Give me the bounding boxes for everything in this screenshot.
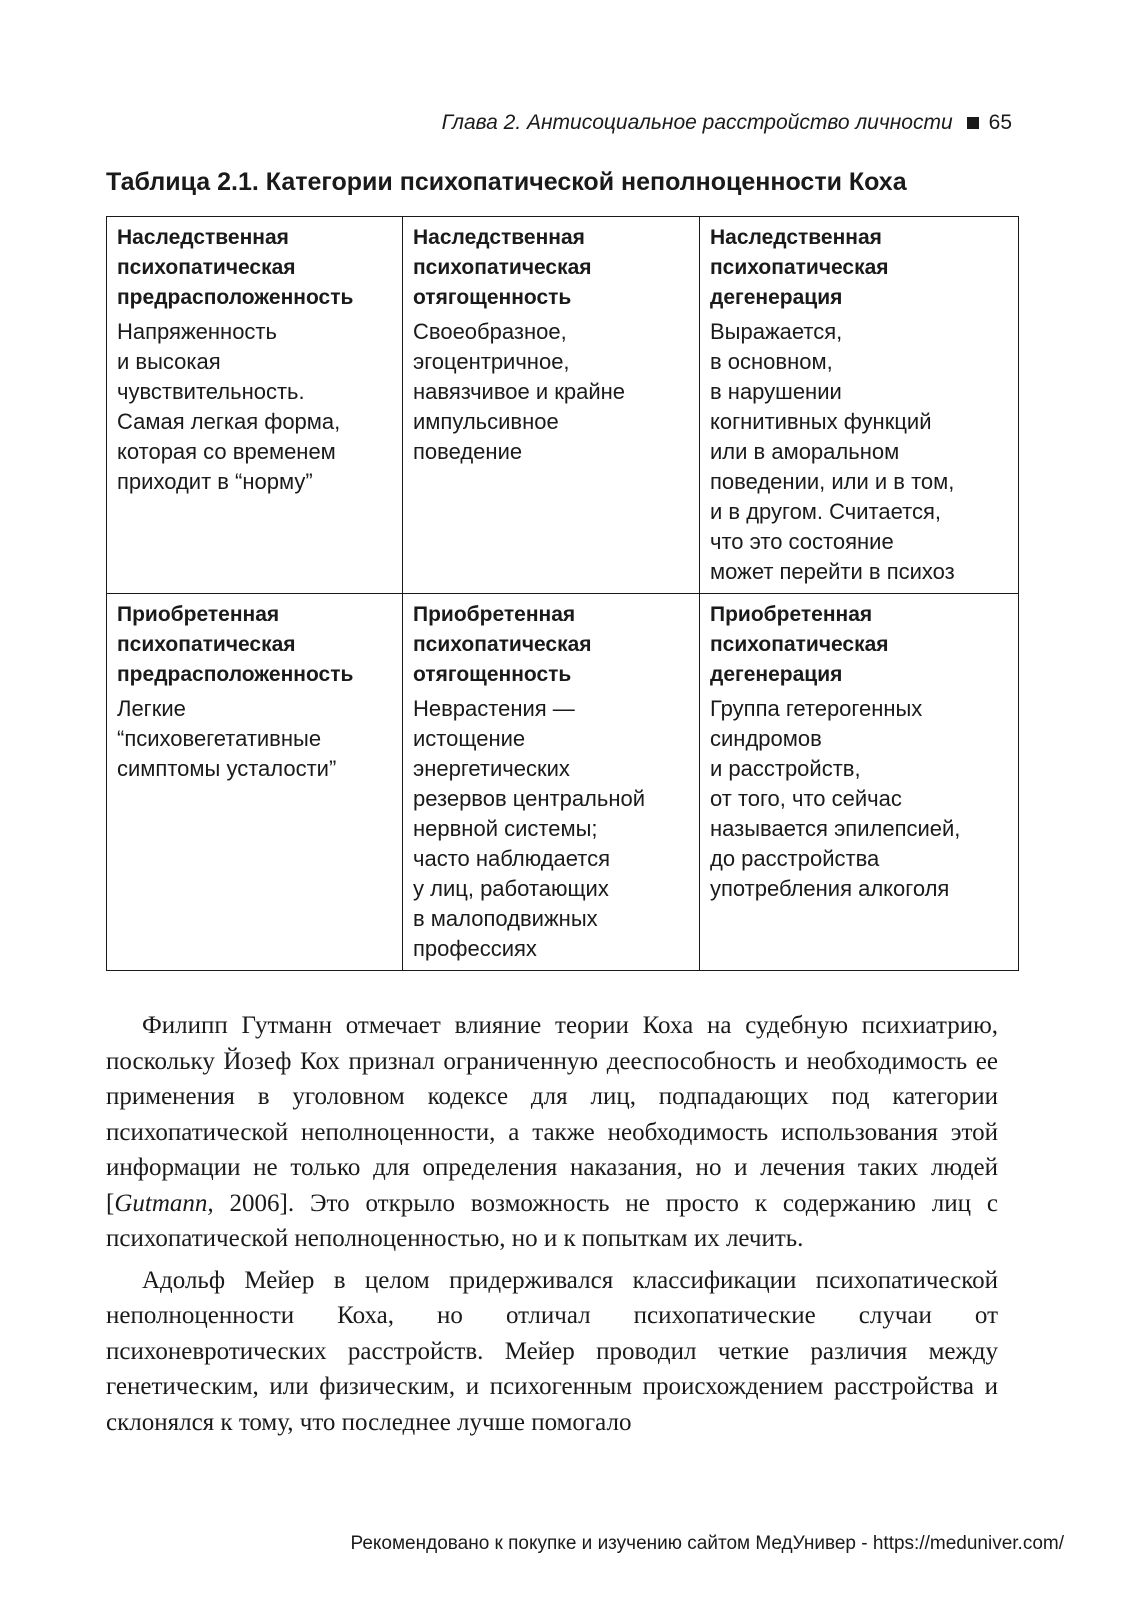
cell-heading: Приобретенная психопатическая отягощенность	[413, 603, 592, 686]
cell-heading: Наследственная психопатическая предрасположенность	[117, 226, 354, 309]
cell-text: Легкие “психовегетативные симптомы усталости”	[117, 696, 337, 781]
cell-heading: Наследственная психопатическая отягощенность	[413, 226, 592, 309]
table-cell	[107, 217, 403, 594]
paragraph	[106, 1008, 998, 1257]
cell-text: Неврастения — истощение энергетических резервов центральной нервной системы; часто наблюдается у лиц, работающих в малоподвижных профессиях	[413, 696, 646, 961]
citation-author: Gutmann,	[114, 1189, 214, 1217]
running-title: Глава 2. Антисоциальное расстройство личности	[441, 111, 953, 134]
cell-heading: Наследственная психопатическая дегенерация	[710, 226, 889, 309]
table-cell	[107, 594, 403, 971]
table-caption: Таблица 2.1. Категории психопатической неполноценности Коха	[106, 168, 907, 196]
cell-text: Группа гетерогенных синдромов и расстройств, от того, что сейчас называется эпилепсией, до расстройства употребления алкоголя	[710, 696, 961, 901]
table-row	[107, 217, 1019, 594]
page-number: 65	[988, 111, 1012, 134]
koch-categories-table	[106, 216, 1019, 971]
footer-watermark: Рекомендовано к покупке и изучению сайтом МедУнивер - https://meduniver.com/	[350, 1533, 1064, 1554]
table-row	[107, 594, 1019, 971]
cell-text: Выражается, в основном, в нарушении когнитивных функций или в аморальном поведении, или и в том, и в другом. Считается, что это состояние может перейти в психоз	[710, 319, 955, 584]
paragraph: Адольф Мейер в целом придерживался классификации психопатической неполноценности Коха, но отличал психопатические случаи от психоневротических расстройств. Мейер проводил четкие различия между генетическим, или физическим, и психогенным происхождением расстройства и склонялся к тому, что последнее лучше помогало	[106, 1266, 998, 1436]
table-cell	[403, 594, 700, 971]
cell-text: Напряженность и высокая чувствительность. Самая легкая форма, которая со временем приходит в “норму”	[117, 319, 341, 494]
body-text	[106, 1008, 998, 1446]
table-cell	[403, 217, 700, 594]
running-head	[0, 108, 1012, 138]
paragraph-text: Филипп Гутманн отмечает влияние теории Коха на судебную психиатрию, поскольку Йозеф Кох признал ограниченную дееспособность и необходимость ее применения в уголовном кодексе для лиц, подпадающих под категории психопатической неполноценности, а также необходимость использования этой информации не только для определения наказания, но и лечения таких людей [	[106, 1012, 998, 1217]
square-bullet-icon	[967, 117, 979, 129]
cell-text: Своеобразное, эгоцентричное, навязчивое и крайне импульсивное поведение	[413, 319, 626, 464]
table-cell	[700, 217, 1019, 594]
cell-heading: Приобретенная психопатическая предрасположенность	[117, 603, 354, 686]
paragraph-text: 2006]. Это открыло возможность не просто к содержанию лиц с психопатической неполноценностью, но и к попыткам их лечить.	[106, 1189, 998, 1252]
cell-heading: Приобретенная психопатическая дегенерация	[710, 603, 889, 686]
table-cell	[700, 594, 1019, 971]
